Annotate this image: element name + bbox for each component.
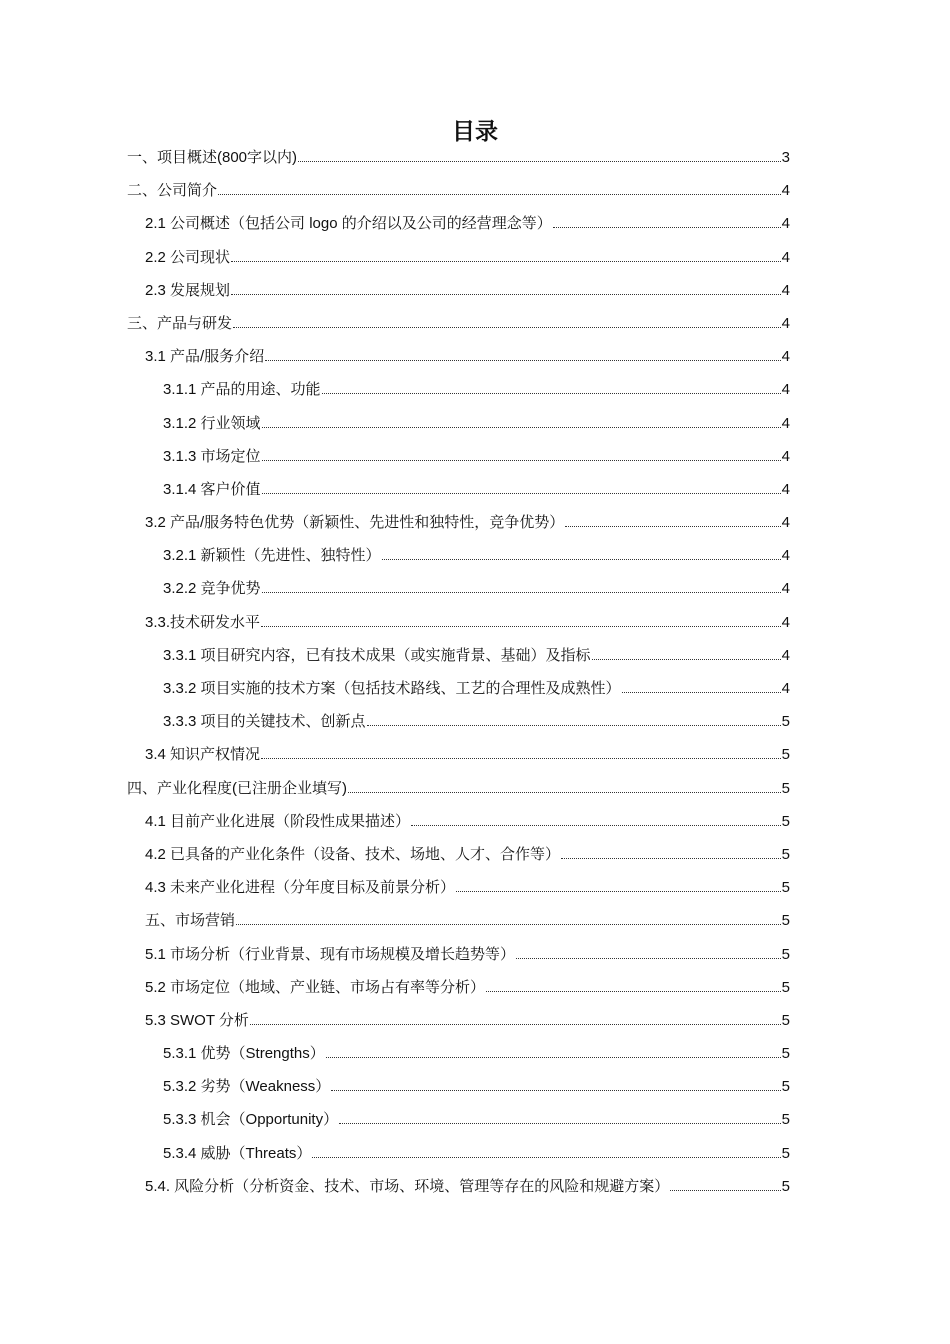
toc-entry[interactable] (127, 1010, 790, 1043)
toc-entry-page: 5 (781, 978, 790, 996)
toc-entry-text: 5.4. 风险分析（分析资金、技术、市场、环境、管理等存在的风险和规避方案） (145, 1177, 670, 1195)
toc-entry-page: 5 (781, 1011, 790, 1029)
toc-entry-page: 5 (781, 945, 790, 963)
dot-leader (326, 1043, 781, 1058)
toc-entry-page: 4 (781, 248, 790, 266)
dot-leader (382, 545, 781, 560)
toc-entry[interactable] (127, 578, 790, 611)
toc-entry-text: 2.2 公司现状 (145, 248, 231, 266)
toc-entry-text: 3.4 知识产权情况 (145, 746, 261, 764)
toc-entry-text: 3.2 产品/服务特色优势（新颖性、先进性和独特性，竞争优势） (145, 514, 565, 532)
toc-entry-page: 4 (781, 646, 790, 664)
dot-leader (348, 778, 781, 793)
toc-entry-page: 4 (781, 547, 790, 565)
dot-leader (233, 313, 781, 328)
dot-leader (331, 1076, 780, 1091)
dot-leader (262, 479, 781, 494)
dot-leader (339, 1109, 781, 1124)
toc-entry-text: 3.3.2 项目实施的技术方案（包括技术路线、工艺的合理性及成熟性） (163, 680, 621, 697)
toc-entry-text: 4.3 未来产业化进程（分年度目标及前景分析） (145, 879, 456, 897)
dot-leader (486, 977, 781, 992)
toc-entry-text: 五、市场营销 (145, 912, 236, 930)
toc-entry[interactable] (127, 1143, 790, 1176)
toc-entry-text: 3.1.1 产品的用途、功能 (163, 381, 321, 399)
dot-leader (322, 379, 781, 394)
dot-leader (516, 944, 781, 959)
toc-entry-text: 3.3.1 项目研究内容，已有技术成果（或实施背景、基础）及指标 (163, 646, 591, 664)
toc-entry-page: 5 (781, 845, 790, 863)
toc-entry[interactable] (127, 944, 790, 977)
dot-leader (670, 1176, 780, 1191)
toc-entry[interactable] (127, 512, 790, 545)
toc-entry-text: 3.3.技术研发水平 (145, 613, 261, 631)
toc-entry[interactable] (127, 180, 790, 213)
table-of-contents (127, 147, 790, 1209)
toc-entry-text: 5.3 SWOT 分析 (145, 1011, 249, 1029)
toc-entry-page: 5 (781, 1045, 790, 1063)
toc-entry[interactable] (127, 545, 790, 578)
toc-entry[interactable] (127, 413, 790, 446)
dot-leader (622, 678, 781, 693)
toc-entry-text: 2.1 公司概述（包括公司 logo 的介绍以及公司的经营理念等） (145, 215, 552, 233)
toc-entry[interactable] (127, 744, 790, 777)
toc-entry[interactable] (127, 711, 790, 744)
toc-entry-page: 5 (781, 779, 790, 797)
toc-entry-text: 5.3.3 机会（Opportunity） (163, 1111, 339, 1129)
dot-leader (561, 844, 781, 859)
toc-entry[interactable] (127, 678, 790, 711)
dot-leader (236, 910, 781, 925)
toc-entry-text: 5.3.2 劣势（Weakness） (163, 1078, 331, 1096)
toc-entry-text: 4.1 目前产业化进展（阶段性成果描述） (145, 812, 411, 830)
toc-entry[interactable] (127, 811, 790, 844)
toc-entry[interactable] (127, 844, 790, 877)
toc-entry-page: 4 (781, 580, 790, 598)
toc-entry-page: 4 (781, 480, 790, 498)
toc-entry-page: 5 (781, 1144, 790, 1162)
toc-entry-text: 5.1 市场分析（行业背景、现有市场规模及增长趋势等） (145, 945, 516, 963)
toc-entry-text: 3.3.3 项目的关键技术、创新点 (163, 713, 366, 731)
toc-entry-page: 3 (781, 149, 790, 166)
dot-leader (261, 744, 781, 759)
toc-entry-page: 5 (781, 713, 790, 731)
toc-entry[interactable] (127, 910, 790, 943)
toc-entry-page: 4 (781, 314, 790, 332)
toc-entry-text: 2.3 发展规划 (145, 281, 231, 299)
toc-entry[interactable] (127, 147, 790, 180)
toc-entry[interactable] (127, 778, 790, 811)
toc-title: 目录 (452, 118, 498, 144)
toc-entry[interactable] (127, 645, 790, 678)
toc-entry[interactable] (127, 977, 790, 1010)
toc-entry[interactable] (127, 1176, 790, 1209)
toc-entry-text: 3.1 产品/服务介绍 (145, 348, 265, 366)
dot-leader (262, 446, 781, 461)
toc-entry-text: 3.2.1 新颖性（先进性、独特性） (163, 547, 381, 565)
toc-entry[interactable] (127, 877, 790, 910)
toc-entry-page: 5 (781, 746, 790, 764)
dot-leader (592, 645, 781, 660)
toc-entry-text: 一、项目概述(800字以内) (127, 149, 298, 166)
toc-entry-page: 4 (781, 680, 790, 697)
dot-leader (312, 1143, 780, 1158)
toc-entry-text: 5.3.4 威胁（Threats） (163, 1144, 312, 1162)
toc-entry-text: 4.2 已具备的产业化条件（设备、技术、场地、人才、合作等） (145, 845, 561, 863)
toc-entry-text: 3.1.2 行业领域 (163, 414, 261, 432)
dot-leader (261, 612, 781, 627)
dot-leader (298, 147, 781, 162)
toc-entry-page: 4 (781, 281, 790, 299)
toc-entry[interactable] (127, 213, 790, 246)
toc-entry[interactable] (127, 1076, 790, 1109)
toc-entry[interactable] (127, 479, 790, 512)
toc-entry[interactable] (127, 247, 790, 280)
dot-leader (367, 711, 781, 726)
toc-entry-page: 4 (781, 215, 790, 233)
toc-entry-page: 4 (781, 348, 790, 366)
toc-entry[interactable] (127, 346, 790, 379)
toc-entry-page: 4 (781, 182, 790, 200)
toc-entry-page: 4 (781, 613, 790, 631)
dot-leader (411, 811, 781, 826)
toc-entry-text: 5.2 市场定位（地域、产业链、市场占有率等分析） (145, 978, 486, 996)
dot-leader (231, 247, 781, 262)
toc-entry-text: 二、公司简介 (127, 182, 218, 200)
toc-entry-text: 5.3.1 优势（Strengths） (163, 1045, 325, 1063)
dot-leader (456, 877, 781, 892)
toc-entry-page: 5 (781, 1111, 790, 1129)
toc-entry-page: 4 (781, 447, 790, 465)
toc-entry-page: 5 (781, 1177, 790, 1195)
toc-entry-page: 5 (781, 1078, 790, 1096)
dot-leader (262, 413, 781, 428)
toc-entry[interactable] (127, 313, 790, 346)
toc-entry[interactable] (127, 446, 790, 479)
dot-leader (262, 578, 781, 593)
dot-leader (553, 213, 781, 228)
dot-leader (250, 1010, 781, 1025)
toc-entry[interactable] (127, 379, 790, 412)
toc-entry-text: 四、产业化程度(已注册企业填写) (127, 779, 347, 797)
toc-entry-page: 4 (781, 414, 790, 432)
toc-entry[interactable] (127, 1109, 790, 1142)
toc-entry-text: 3.1.3 市场定位 (163, 447, 261, 465)
toc-entry-page: 5 (781, 912, 790, 930)
toc-entry[interactable] (127, 612, 790, 645)
toc-entry[interactable] (127, 1043, 790, 1076)
dot-leader (565, 512, 780, 527)
toc-entry-page: 4 (781, 381, 790, 399)
toc-entry-page: 5 (781, 812, 790, 830)
toc-entry-text: 三、产品与研发 (127, 314, 233, 332)
dot-leader (231, 280, 781, 295)
toc-entry-text: 3.1.4 客户价值 (163, 480, 261, 498)
toc-entry-page: 4 (781, 514, 790, 532)
dot-leader (218, 180, 781, 195)
toc-entry-page: 5 (781, 879, 790, 897)
toc-entry-text: 3.2.2 竞争优势 (163, 580, 261, 598)
toc-entry[interactable] (127, 280, 790, 313)
dot-leader (265, 346, 780, 361)
